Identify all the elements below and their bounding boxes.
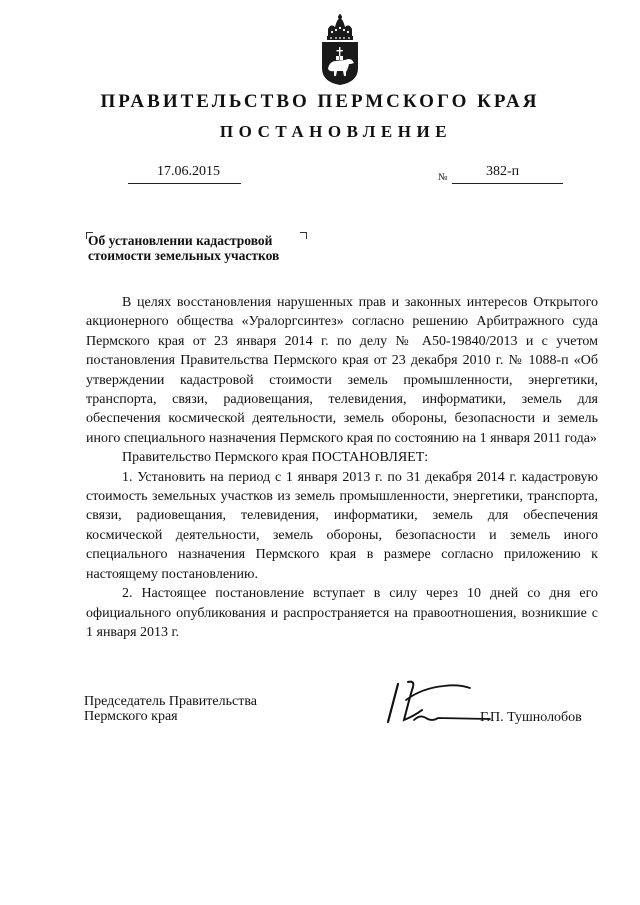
document-body	[86, 293, 598, 642]
subject-line: Об установлении кадастровой	[88, 233, 273, 248]
number-underline	[452, 183, 563, 184]
signatory-position-line: Пермского края	[84, 709, 178, 724]
body-paragraph-resolves: Правительство Пермского края ПОСТАНОВЛЯЕТ:	[122, 450, 429, 466]
government-title: ПРАВИТЕЛЬСТВО ПЕРМСКОГО КРАЯ	[100, 91, 540, 112]
document-subject	[88, 233, 279, 263]
document-type-title: ПОСТАНОВЛЕНИЕ	[219, 122, 453, 141]
signatory-position-line: Председатель Правительства	[84, 694, 257, 709]
subject-bracket-right	[300, 232, 307, 239]
body-paragraph-item-2: 2. Настоящее постановление вступает в силу через 10 дней со дня его официального опубликования и распространяется на правоотношения, возникшие с 1 января 2013 г.	[86, 586, 598, 640]
subject-line: стоимости земельных участков	[88, 248, 280, 263]
body-paragraph-preamble: В целях восстановления нарушенных прав и законных интересов Открытого акционерного общества «Уралоргсинтез» согласно решению Арбитражного суда Пермского края от 23 января 2014 г. по делу № А50-19840/2013 и с учетом постановления Правительства Пермского края от 23 декабря 2010 г. № 1088-п «Об утверждении кадастровой стоимости земель промышленности, энергетики, транспорта, связи, радиовещания, телевидения, информатики, земель для обеспечения космической деятельности, земель обороны, безопасности и земель иного специального назначения Пермского края по состоянию на 1 января 2011 года»	[86, 295, 598, 446]
document-date: 17.06.2015	[157, 164, 220, 179]
number-sign: №	[438, 172, 448, 183]
date-underline	[128, 183, 241, 184]
signatory-name: Г.П. Тушнолобов	[480, 710, 582, 725]
body-paragraph-item-1: 1. Установить на период с 1 января 2013 г. по 31 декабря 2014 г. кадастровую стоимость земельных участков из земель промышленности, энергетики, транспорта, связи, радиовещания, телевидения, информатики, земель для обеспечения космической деятельности, земель обороны, безопасности и земель иного специального назначения Пермского края в размере согласно приложению к настоящему постановлению.	[86, 469, 598, 582]
signatory-position	[84, 694, 257, 724]
perm-krai-coat-of-arms-icon	[319, 14, 361, 86]
document-number: 382-п	[486, 164, 520, 179]
